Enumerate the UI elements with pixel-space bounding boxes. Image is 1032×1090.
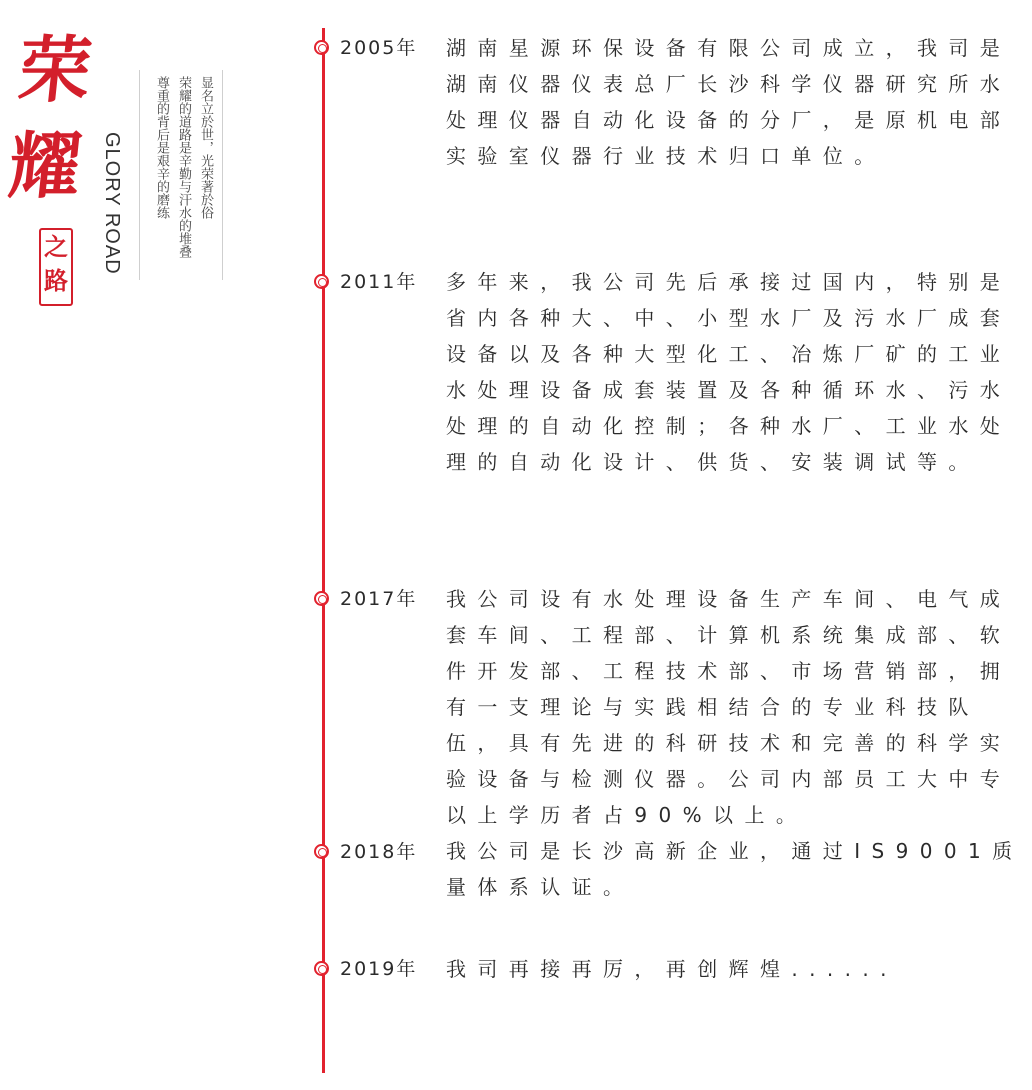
timeline-marker-icon: [314, 274, 329, 289]
timeline-marker-icon: [314, 844, 329, 859]
timeline-marker-icon: [314, 40, 329, 55]
motto-line-3: 尊重的背后是艰辛的磨练: [154, 76, 169, 219]
seal-char-zhi: 之: [44, 232, 68, 261]
motto-line-2: 荣耀的道路是辛勤与汗水的堆叠: [176, 76, 191, 258]
motto-line-1: 显名立於世，光荣著於俗: [198, 76, 213, 219]
calligraphy-char-yao: 耀: [4, 123, 86, 208]
event-description: 我公司设有水处理设备生产车间、电气成套车间、工程部、计算机系统集成部、软件开发部、工程技术部、市场营销部，拥有一支理论与实践相结合的专业科技队伍，具有先进的科研技术和完善的科学实验设备与检测仪器。公司内部员工大中专以上学历者占90%以上。: [446, 587, 1012, 827]
event-year: 2011年: [340, 271, 418, 293]
timeline-axis: [322, 28, 325, 1073]
event-year: 2005年: [340, 37, 418, 59]
subtitle-english: GLORY ROAD: [101, 132, 123, 275]
red-seal-stamp: [39, 228, 73, 306]
event-description: 我公司是长沙高新企业，通过IS9001质量体系认证。: [446, 839, 1024, 899]
motto-block: [139, 70, 223, 280]
event-year: 2019年: [340, 958, 418, 980]
event-description: 我司再接再厉，再创辉煌......: [446, 957, 898, 981]
event-description: 多年来，我公司先后承接过国内，特别是省内各种大、中、小型水厂及污水厂成套设备以及各种大型化工、冶炼厂矿的工业水处理设备成套装置及各种循环水、污水处理的自动化控制；各种水厂、工业水处理的自动化设计、供货、安装调试等。: [446, 270, 1012, 474]
timeline-marker-icon: [314, 591, 329, 606]
seal-char-lu: 路: [44, 266, 68, 295]
event-description: 湖南星源环保设备有限公司成立，我司是湖南仪器仪表总厂长沙科学仪器研究所水处理仪器自动化设备的分厂，是原机电部实验室仪器行业技术归口单位。: [446, 36, 1012, 168]
event-year: 2017年: [340, 588, 418, 610]
event-year: 2018年: [340, 841, 418, 863]
timeline-marker-icon: [314, 961, 329, 976]
calligraphy-title: [0, 22, 100, 214]
calligraphy-char-rong: 荣: [14, 27, 96, 112]
